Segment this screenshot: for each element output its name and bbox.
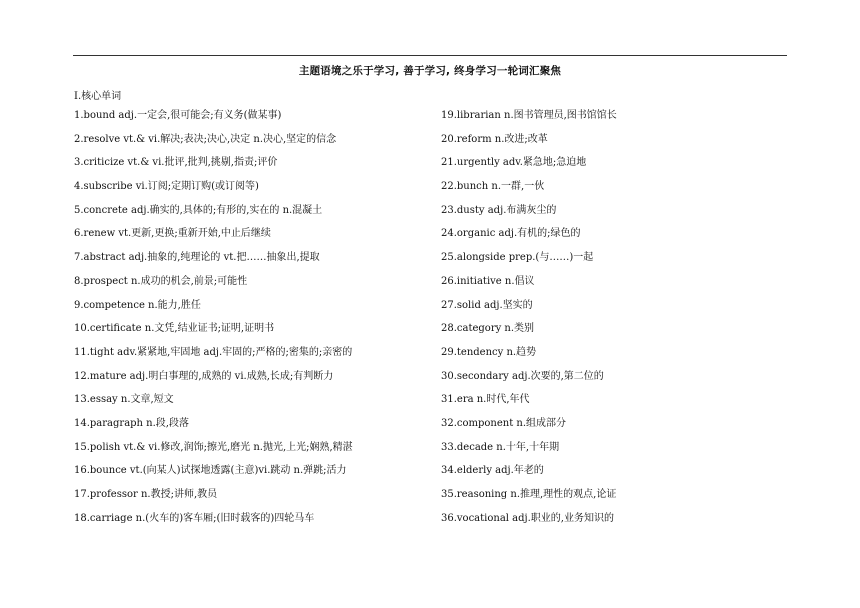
- vocab-entry: 24.organic adj.有机的;绿色的: [441, 228, 581, 240]
- vocab-entry: 11.tight adv.紧紧地,牢固地 adj.牢固的;严格的;密集的;亲密的: [74, 346, 353, 358]
- vocab-entry: 12.mature adj.明白事理的,成熟的 vi.成熟,长成;有判断力: [74, 370, 334, 382]
- vocab-entry: 31.era n.时代,年代: [441, 394, 530, 406]
- vocab-entry: 5.concrete adj.确实的,具体的;有形的,实在的 n.混凝土: [74, 204, 323, 216]
- vocab-column-right: [441, 109, 791, 535]
- vocab-column-left: [74, 109, 424, 535]
- vocab-entry: 35.reasoning n.推理,理性的观点,论证: [441, 489, 617, 500]
- vocab-entry: 8.prospect n.成功的机会,前景;可能性: [74, 275, 248, 287]
- vocab-entry: 9.competence n.能力,胜任: [74, 299, 201, 311]
- document-title: 主题语境之乐于学习, 善于学习, 终身学习一轮词汇聚焦: [298, 65, 562, 77]
- vocab-entry: 33.decade n.十年,十年期: [441, 441, 560, 453]
- vocab-entry: 4.subscribe vi.订阅;定期订购(或订阅等): [74, 181, 259, 193]
- vocab-entry: 30.secondary adj.次要的,第二位的: [441, 370, 604, 382]
- vocab-entry: 6.renew vt.更新,更换;重新开始,中止后继续: [74, 228, 271, 240]
- vocab-entry: 7.abstract adj.抽象的,纯理论的 vt.把……抽象出,提取: [74, 252, 320, 264]
- vocab-entry: 22.bunch n.一群,一伙: [441, 181, 545, 193]
- vocab-entry: 10.certificate n.文凭,结业证书;证明,证明书: [74, 323, 275, 335]
- vocab-entry: 27.solid adj.坚实的: [441, 299, 533, 311]
- vocab-entry: 17.professor n.教授;讲师,教员: [74, 489, 218, 500]
- vocab-entry: 26.initiative n.倡议: [441, 275, 535, 287]
- vocab-entry: 19.librarian n.图书管理员,图书馆馆长: [441, 110, 617, 121]
- vocab-entry: 18.carriage n.(火车的)客车厢;(旧时载客的)四轮马车: [74, 512, 315, 524]
- vocab-entry: 36.vocational adj.职业的,业务知识的: [441, 512, 614, 524]
- vocab-entry: 29.tendency n.趋势: [441, 346, 537, 358]
- vocab-entry: 3.criticize vt.& vi.批评,批判,挑剔,指责;评价: [74, 157, 278, 169]
- vocab-entry: 2.resolve vt.& vi.解决;表决;决心,决定 n.决心,坚定的信念: [74, 133, 337, 145]
- vocab-entry: 20.reform n.改进;改革: [441, 133, 548, 145]
- header-rule: [73, 55, 787, 56]
- vocab-entry: 15.polish vt.& vi.修改,润饰;擦光,磨光 n.抛光,上光;娴熟,精湛: [74, 441, 353, 453]
- vocab-entry: 28.category n.类别: [441, 323, 535, 335]
- vocab-entry: 34.elderly adj.年老的: [441, 465, 544, 477]
- vocab-entry: 13.essay n.文章,短文: [74, 394, 174, 406]
- vocab-entry: 21.urgently adv.紧急地;急迫地: [441, 157, 587, 169]
- vocab-entry: 32.component n.组成部分: [441, 417, 567, 429]
- section-heading: I.核心单词: [74, 91, 122, 102]
- vocab-entry: 1.bound adj.一定会,很可能会;有义务(做某事): [74, 110, 282, 121]
- vocab-entry: 23.dusty adj.布满灰尘的: [441, 204, 557, 216]
- vocab-entry: 16.bounce vt.(向某人)试探地透露(主意)vi.跳动 n.弹跳;活力: [74, 465, 347, 477]
- vocab-entry: 14.paragraph n.段,段落: [74, 417, 189, 429]
- vocab-entry: 25.alongside prep.(与……)一起: [441, 252, 594, 264]
